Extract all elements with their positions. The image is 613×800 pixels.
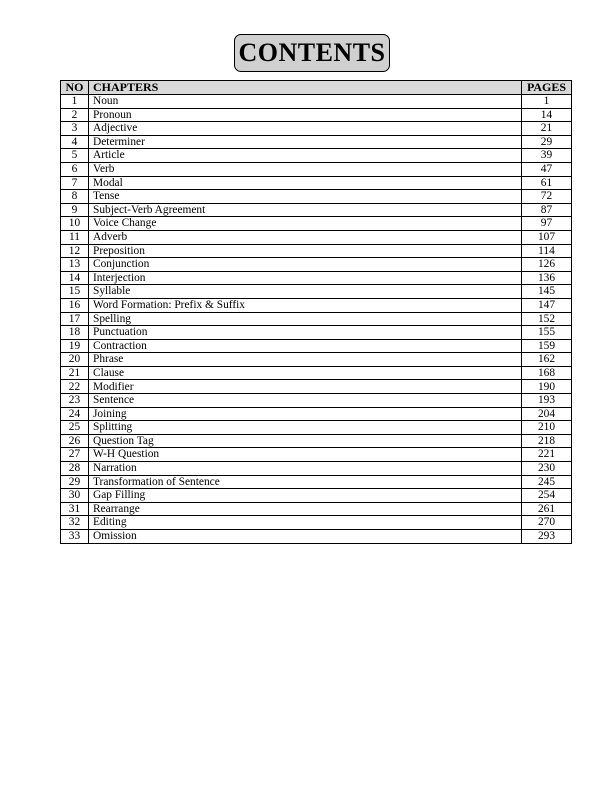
- chapter-title: Narration: [89, 462, 522, 476]
- table-row: [61, 162, 572, 176]
- table-row: [61, 448, 572, 462]
- chapter-number: 4: [61, 135, 89, 149]
- chapter-number: 22: [61, 380, 89, 394]
- chapter-number: 21: [61, 366, 89, 380]
- table-row: [61, 108, 572, 122]
- chapter-page: 245: [522, 475, 572, 489]
- chapter-page: 21: [522, 122, 572, 136]
- chapter-number: 33: [61, 530, 89, 544]
- chapter-title: Joining: [89, 407, 522, 421]
- chapter-number: 7: [61, 176, 89, 190]
- chapter-title: Splitting: [89, 421, 522, 435]
- chapter-title: Determiner: [89, 135, 522, 149]
- chapter-number: 3: [61, 122, 89, 136]
- table-row: [61, 149, 572, 163]
- chapter-page: 190: [522, 380, 572, 394]
- chapter-page: 152: [522, 312, 572, 326]
- chapter-number: 28: [61, 462, 89, 476]
- chapter-page: 270: [522, 516, 572, 530]
- chapter-title: Tense: [89, 190, 522, 204]
- table-row: [61, 462, 572, 476]
- chapter-number: 15: [61, 285, 89, 299]
- table-row: [61, 394, 572, 408]
- table-row: [61, 434, 572, 448]
- table-row: [61, 421, 572, 435]
- table-row: [61, 203, 572, 217]
- chapter-page: 14: [522, 108, 572, 122]
- header-chapters: CHAPTERS: [89, 81, 522, 95]
- chapter-number: 25: [61, 421, 89, 435]
- chapter-page: 210: [522, 421, 572, 435]
- chapter-number: 17: [61, 312, 89, 326]
- chapter-number: 10: [61, 217, 89, 231]
- chapter-page: 39: [522, 149, 572, 163]
- table-row: [61, 298, 572, 312]
- table-row: [61, 176, 572, 190]
- table-row: [61, 502, 572, 516]
- chapter-page: 147: [522, 298, 572, 312]
- chapter-title: Phrase: [89, 353, 522, 367]
- chapter-page: 107: [522, 230, 572, 244]
- chapter-number: 29: [61, 475, 89, 489]
- chapter-title: Voice Change: [89, 217, 522, 231]
- table-row: [61, 271, 572, 285]
- chapter-number: 30: [61, 489, 89, 503]
- chapter-number: 31: [61, 502, 89, 516]
- chapter-page: 47: [522, 162, 572, 176]
- chapter-page: 136: [522, 271, 572, 285]
- chapter-number: 16: [61, 298, 89, 312]
- table-row: [61, 244, 572, 258]
- table-row: [61, 285, 572, 299]
- chapter-page: 254: [522, 489, 572, 503]
- chapter-title: Punctuation: [89, 326, 522, 340]
- chapter-page: 61: [522, 176, 572, 190]
- table-row: [61, 530, 572, 544]
- chapter-number: 18: [61, 326, 89, 340]
- chapter-page: 261: [522, 502, 572, 516]
- chapter-title: Conjunction: [89, 258, 522, 272]
- chapter-number: 14: [61, 271, 89, 285]
- chapter-number: 11: [61, 230, 89, 244]
- page-title: CONTENTS: [234, 34, 390, 72]
- chapter-page: 293: [522, 530, 572, 544]
- chapter-title: Rearrange: [89, 502, 522, 516]
- chapter-number: 6: [61, 162, 89, 176]
- chapter-page: 126: [522, 258, 572, 272]
- chapter-page: 193: [522, 394, 572, 408]
- chapter-title: Noun: [89, 95, 522, 109]
- chapter-title: Contraction: [89, 339, 522, 353]
- chapter-number: 12: [61, 244, 89, 258]
- chapter-page: 72: [522, 190, 572, 204]
- header-no: NO: [61, 81, 89, 95]
- table-row: [61, 190, 572, 204]
- chapter-title: W-H Question: [89, 448, 522, 462]
- chapter-number: 5: [61, 149, 89, 163]
- table-row: [61, 230, 572, 244]
- table-row: [61, 312, 572, 326]
- chapter-number: 13: [61, 258, 89, 272]
- table-body: [61, 95, 572, 544]
- chapter-number: 27: [61, 448, 89, 462]
- chapter-number: 2: [61, 108, 89, 122]
- chapter-title: Modifier: [89, 380, 522, 394]
- chapter-title: Sentence: [89, 394, 522, 408]
- chapter-page: 218: [522, 434, 572, 448]
- chapter-title: Word Formation: Prefix & Suffix: [89, 298, 522, 312]
- chapter-number: 20: [61, 353, 89, 367]
- table-row: [61, 489, 572, 503]
- chapter-title: Adverb: [89, 230, 522, 244]
- chapter-page: 1: [522, 95, 572, 109]
- chapter-title: Editing: [89, 516, 522, 530]
- chapter-title: Clause: [89, 366, 522, 380]
- table-row: [61, 353, 572, 367]
- chapter-title: Modal: [89, 176, 522, 190]
- chapter-title: Verb: [89, 162, 522, 176]
- contents-table: [60, 80, 572, 544]
- chapter-page: 97: [522, 217, 572, 231]
- chapter-title: Spelling: [89, 312, 522, 326]
- chapter-title: Interjection: [89, 271, 522, 285]
- chapter-number: 1: [61, 95, 89, 109]
- chapter-page: 221: [522, 448, 572, 462]
- chapter-page: 168: [522, 366, 572, 380]
- table-header-row: [61, 81, 572, 95]
- chapter-number: 24: [61, 407, 89, 421]
- chapter-title: Adjective: [89, 122, 522, 136]
- chapter-title: Transformation of Sentence: [89, 475, 522, 489]
- chapter-title: Question Tag: [89, 434, 522, 448]
- table-row: [61, 122, 572, 136]
- chapter-number: 23: [61, 394, 89, 408]
- chapter-title: Article: [89, 149, 522, 163]
- header-pages: PAGES: [522, 81, 572, 95]
- chapter-title: Pronoun: [89, 108, 522, 122]
- table-row: [61, 135, 572, 149]
- table-row: [61, 326, 572, 340]
- table-row: [61, 95, 572, 109]
- chapter-title: Omission: [89, 530, 522, 544]
- chapter-title: Subject-Verb Agreement: [89, 203, 522, 217]
- chapter-number: 8: [61, 190, 89, 204]
- chapter-title: Preposition: [89, 244, 522, 258]
- table-row: [61, 407, 572, 421]
- chapter-number: 32: [61, 516, 89, 530]
- chapter-page: 87: [522, 203, 572, 217]
- table-row: [61, 258, 572, 272]
- table-row: [61, 380, 572, 394]
- chapter-page: 230: [522, 462, 572, 476]
- table-row: [61, 366, 572, 380]
- chapter-number: 19: [61, 339, 89, 353]
- chapter-page: 155: [522, 326, 572, 340]
- chapter-page: 159: [522, 339, 572, 353]
- chapter-page: 29: [522, 135, 572, 149]
- chapter-title: Gap Filling: [89, 489, 522, 503]
- table-row: [61, 475, 572, 489]
- chapter-title: Syllable: [89, 285, 522, 299]
- chapter-page: 145: [522, 285, 572, 299]
- table-row: [61, 516, 572, 530]
- chapter-number: 9: [61, 203, 89, 217]
- table-row: [61, 339, 572, 353]
- chapter-number: 26: [61, 434, 89, 448]
- chapter-page: 114: [522, 244, 572, 258]
- table-row: [61, 217, 572, 231]
- chapter-page: 162: [522, 353, 572, 367]
- chapter-page: 204: [522, 407, 572, 421]
